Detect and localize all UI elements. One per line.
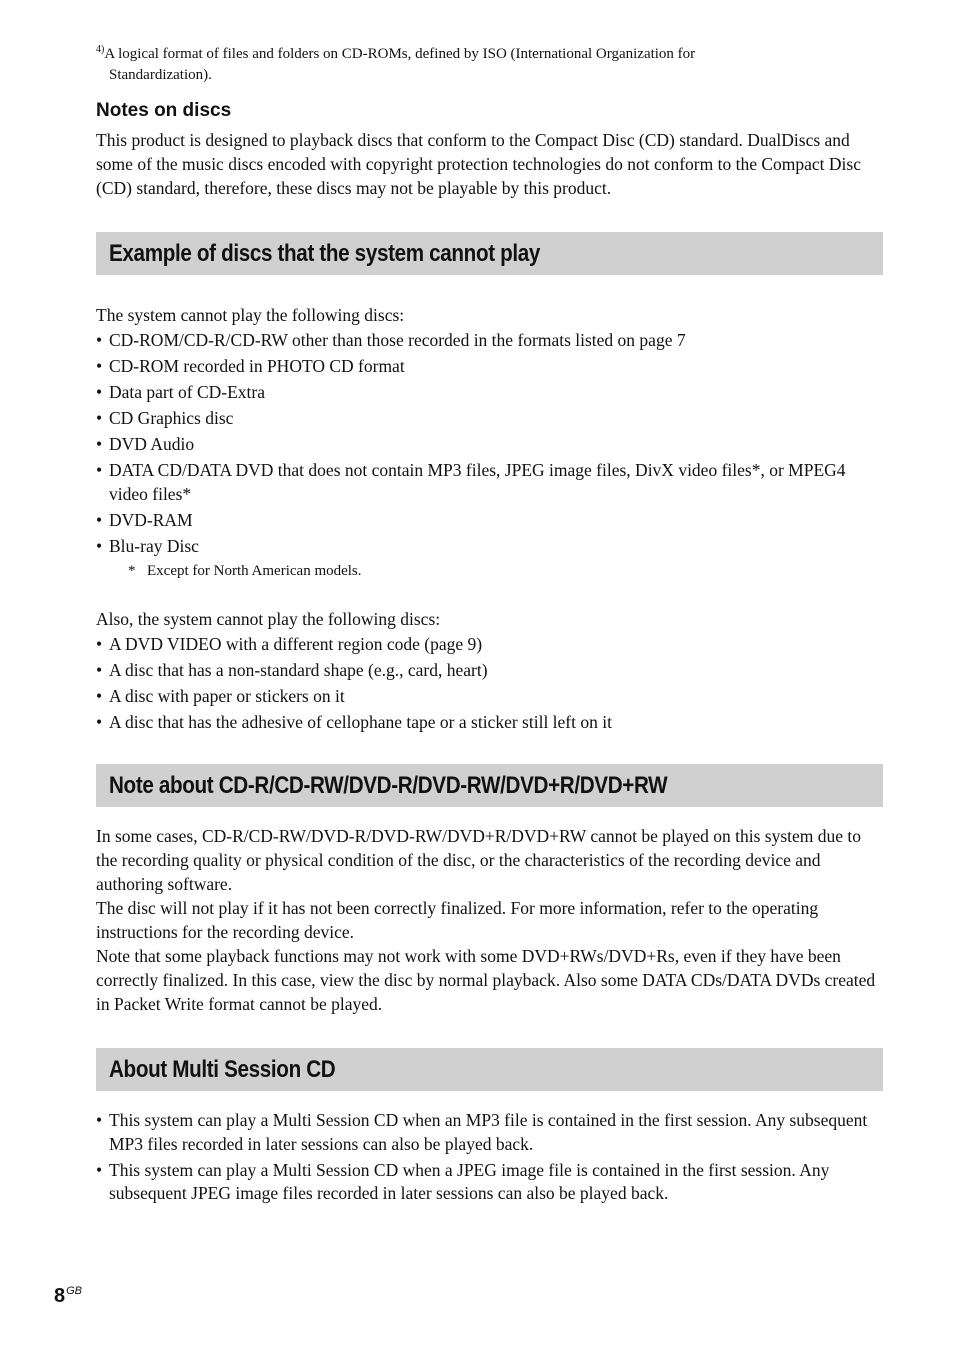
- bullet: •: [96, 408, 103, 428]
- asterisk-footnote: [96, 561, 883, 581]
- footnote-4: [96, 44, 883, 86]
- list-item: • A disc that has a non-standard shape (e.g., card, heart): [96, 659, 883, 683]
- list-item: • CD-ROM recorded in PHOTO CD format: [96, 355, 883, 379]
- page-number-suffix: GB: [66, 1285, 83, 1297]
- list-item: • Data part of CD-Extra: [96, 381, 883, 405]
- cdr-note-paragraph-1: In some cases, CD-R/CD-RW/DVD-R/DVD-RW/DVD+R/DVD+RW cannot be played on this system due to the recording quality or physical condition of the disc, or the characteristics of the recording device and authoring software.: [96, 826, 862, 894]
- footnote-line-2: Standardization).: [109, 67, 212, 83]
- cdr-note-paragraph-3: Note that some playback functions may not work with some DVD+RWs/DVD+Rs, even if they have been correctly finalized. In this case, view the disc by normal playback. Also some DATA CDs/DATA DVDs created in Packet Write format cannot be played.: [96, 946, 876, 1014]
- list-item: • Blu-ray Disc: [96, 535, 883, 559]
- cdr-note-section-bar: [96, 764, 883, 807]
- multi-session-list: [96, 1109, 883, 1206]
- footnote-marker: 4): [96, 44, 105, 55]
- list-item: • DVD-RAM: [96, 509, 883, 533]
- multi-session-section-bar: [96, 1048, 883, 1091]
- bullet: •: [96, 659, 103, 680]
- bullet: •: [96, 509, 103, 530]
- bullet: •: [96, 356, 103, 376]
- bullet: •: [96, 685, 103, 706]
- notes-on-discs-heading: Notes on discs: [96, 100, 232, 121]
- list-item: • A disc that has the adhesive of cellophane tape or a sticker still left on it: [96, 711, 883, 735]
- notes-on-discs-text: This product is designed to playback discs that conform to the Compact Disc (CD) standard. DualDiscs and some of the music discs encoded with copyright protection technologies do not conform to the Compact Disc (CD) standard, therefore, these discs may not be playable by this product.: [96, 130, 861, 198]
- list-item: • A disc with paper or stickers on it: [96, 685, 883, 709]
- cannot-play-list: [96, 329, 883, 558]
- bullet: •: [96, 633, 103, 654]
- multi-session-heading: About Multi Session CD: [109, 1055, 336, 1083]
- cannot-play-intro: The system cannot play the following discs:: [96, 305, 405, 325]
- list-item: • DVD Audio: [96, 433, 883, 457]
- bullet: •: [96, 1159, 103, 1180]
- list-item: • DATA CD/DATA DVD that does not contain MP3 files, JPEG image files, DivX video files*, or MPEG4 video files*: [96, 460, 846, 504]
- bullet: •: [96, 382, 103, 402]
- cdr-note-paragraph-2: The disc will not play if it has not been correctly finalized. For more information, refer to the operating instructions for the recording device.: [96, 898, 819, 942]
- cdr-note-heading: Note about CD-R/CD-RW/DVD-R/DVD-RW/DVD+R/DVD+RW: [109, 771, 668, 799]
- bullet: •: [96, 330, 103, 350]
- asterisk-note-text: Except for North American models.: [147, 562, 362, 579]
- also-cannot-play-intro: Also, the system cannot play the following discs:: [96, 608, 441, 629]
- asterisk-mark: *: [128, 562, 136, 579]
- list-item: • This system can play a Multi Session CD when an MP3 file is contained in the first session. Any subsequent MP3 files recorded in later sessions can also be played back.: [96, 1110, 868, 1154]
- footnote-line-1: A logical format of files and folders on CD-ROMs, defined by ISO (International Organization for: [104, 46, 696, 62]
- page-number: [54, 1285, 82, 1308]
- cdr-note-body: [96, 824, 883, 1016]
- list-item: • CD-ROM/CD-R/CD-RW other than those recorded in the formats listed on page 7: [96, 329, 883, 353]
- bullet: •: [96, 711, 103, 732]
- also-cannot-play-list: [96, 633, 883, 735]
- list-item: • CD Graphics disc: [96, 407, 883, 431]
- bullet: •: [96, 1110, 103, 1130]
- bullet: •: [96, 535, 103, 556]
- cannot-play-heading: Example of discs that the system cannot play: [109, 239, 541, 267]
- bullet: •: [96, 434, 103, 454]
- page-content: [96, 44, 883, 1208]
- cannot-play-section-bar: [96, 232, 883, 275]
- list-item: • This system can play a Multi Session CD when a JPEG image file is contained in the first session. Any subsequent JPEG image files recorded in later sessions can also be played back.: [96, 1159, 830, 1203]
- page-number-value: 8: [54, 1285, 66, 1307]
- bullet: •: [96, 460, 103, 480]
- list-item: • A DVD VIDEO with a different region code (page 9): [96, 633, 883, 657]
